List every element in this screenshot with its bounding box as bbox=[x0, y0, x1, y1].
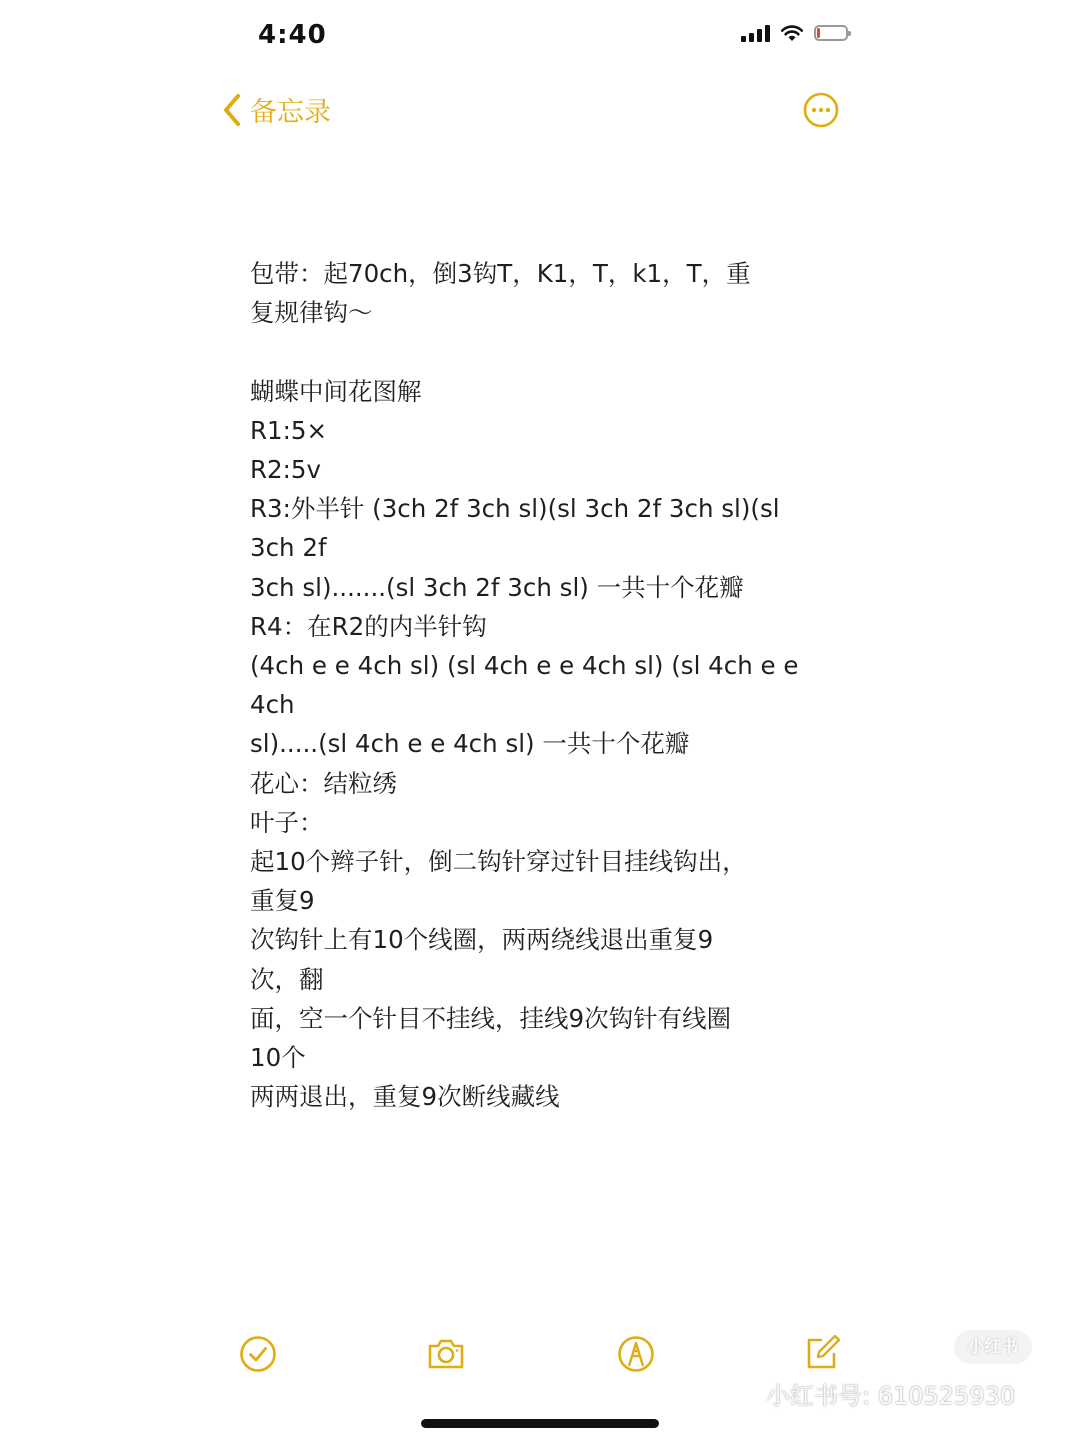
note-line: 起10个辫子针，倒二钩针穿过针目挂线钩出， bbox=[250, 847, 747, 877]
note-line: R2:5v bbox=[250, 455, 321, 484]
note-line: (4ch e e 4ch sl) (sl 4ch e e 4ch sl) (sl 4ch e e bbox=[250, 651, 799, 681]
note-line: 复规律钩～ bbox=[250, 298, 373, 328]
battery-low-icon bbox=[814, 25, 848, 41]
note-line: 4ch bbox=[250, 690, 295, 720]
note-body[interactable] bbox=[250, 254, 820, 1116]
note-line: 重复9 bbox=[250, 886, 315, 916]
note-line: 叶子： bbox=[250, 807, 324, 837]
note-line: sl).....(sl 4ch e e 4ch sl) 一共十个花瓣 bbox=[250, 729, 690, 759]
note-line: R4：在R2的内半针钩 bbox=[250, 611, 487, 641]
note-line: 次，翻 bbox=[250, 964, 324, 994]
markup-icon[interactable] bbox=[616, 1334, 656, 1374]
note-line bbox=[250, 332, 820, 371]
note-line: 两两退出，重复9次断线藏线 bbox=[250, 1082, 560, 1112]
note-line: 次钩针上有10个线圈，两两绕线退出重复9 bbox=[250, 925, 714, 955]
note-line: R1:5× bbox=[250, 415, 327, 445]
home-indicator[interactable] bbox=[421, 1419, 659, 1428]
note-line: 10个 bbox=[250, 1043, 306, 1073]
note-line: 面，空一个针目不挂线，挂线9次钩针有线圈 bbox=[250, 1003, 732, 1033]
cellular-signal-icon bbox=[741, 24, 770, 42]
camera-icon[interactable] bbox=[426, 1334, 466, 1374]
back-button[interactable] bbox=[222, 90, 331, 129]
wifi-icon bbox=[780, 24, 804, 42]
watermark-badge: 小红书 bbox=[954, 1330, 1032, 1364]
status-time: 4:40 bbox=[258, 20, 327, 50]
status-icons bbox=[741, 24, 848, 42]
note-line: R3:外半针 (3ch 2f 3ch sl)(sl 3ch 2f 3ch sl)(sl bbox=[250, 494, 780, 524]
watermark-text: 小红书号: 610525930 bbox=[766, 1382, 1016, 1410]
note-line: 3ch sl).......(sl 3ch 2f 3ch sl) 一共十个花瓣 bbox=[250, 572, 744, 602]
battery-level bbox=[817, 28, 820, 38]
note-line: 蝴蝶中间花图解 bbox=[250, 376, 422, 406]
note-line: 3ch 2f bbox=[250, 533, 327, 563]
chevron-left-icon bbox=[222, 93, 242, 127]
compose-icon[interactable] bbox=[802, 1332, 842, 1372]
ellipsis-circle-icon[interactable] bbox=[803, 92, 839, 128]
back-button-label: 备忘录 bbox=[250, 97, 331, 128]
note-line: 包带：起70ch，倒3钩T，K1，T，k1，T，重 bbox=[250, 259, 751, 288]
checklist-icon[interactable] bbox=[238, 1334, 278, 1374]
note-line: 花心：结粒绣 bbox=[250, 768, 397, 798]
